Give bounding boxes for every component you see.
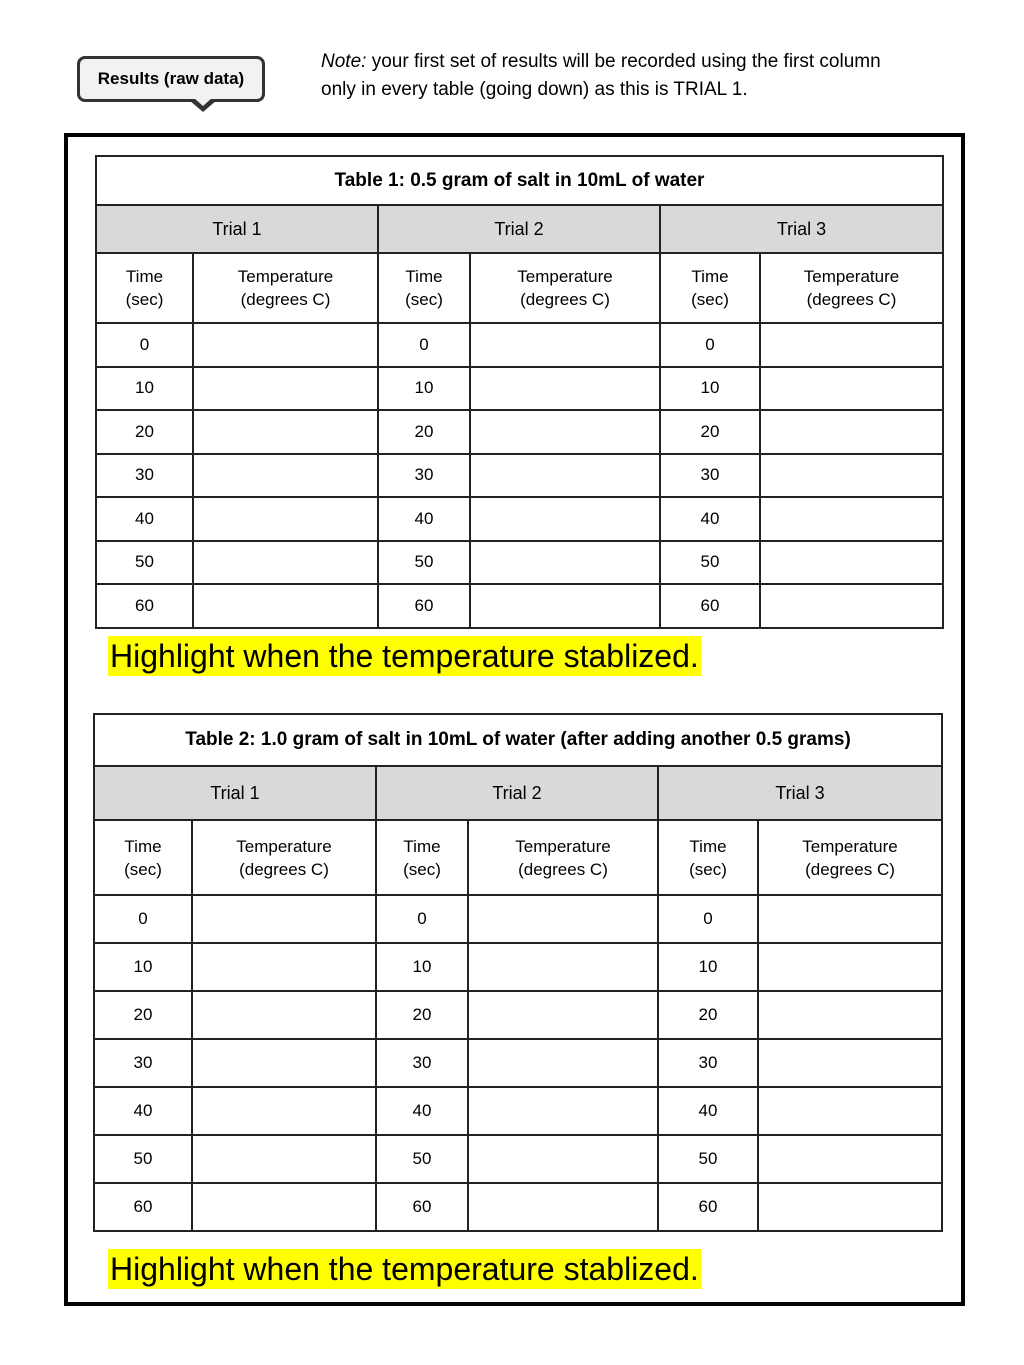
time-cell: 40 <box>378 497 470 541</box>
table-1-body <box>96 323 943 628</box>
time-cell: 10 <box>378 367 470 411</box>
time-cell: 30 <box>376 1039 468 1087</box>
temperature-entry-cell[interactable] <box>468 1039 658 1087</box>
temperature-label: Temperature <box>802 836 898 856</box>
time-cell: 60 <box>96 584 193 628</box>
time-cell: 20 <box>376 991 468 1039</box>
results-table-2 <box>93 713 943 1232</box>
time-cell: 10 <box>94 943 192 991</box>
time-cell: 30 <box>660 454 760 498</box>
note-prefix: Note: <box>321 51 367 72</box>
temperature-entry-cell[interactable] <box>193 454 378 498</box>
temperature-entry-cell[interactable] <box>192 1039 376 1087</box>
time-header <box>658 820 758 895</box>
time-cell: 50 <box>658 1135 758 1183</box>
temperature-entry-cell[interactable] <box>470 584 660 628</box>
temperature-entry-cell[interactable] <box>468 1183 658 1231</box>
temperature-label: Temperature <box>237 267 334 286</box>
time-header <box>660 253 760 323</box>
table-row <box>94 895 942 943</box>
time-cell: 30 <box>94 1039 192 1087</box>
temperature-entry-cell[interactable] <box>192 1087 376 1135</box>
time-cell: 20 <box>96 410 193 454</box>
time-cell: 50 <box>660 541 760 585</box>
temperature-entry-cell[interactable] <box>193 410 378 454</box>
table-row <box>94 1183 942 1231</box>
time-header <box>378 253 470 323</box>
temperature-unit: (degrees C) <box>806 290 897 309</box>
time-cell: 60 <box>658 1183 758 1231</box>
trial-header: Trial 1 <box>96 205 378 253</box>
time-cell: 40 <box>96 497 193 541</box>
results-callout <box>77 56 265 102</box>
time-cell: 30 <box>658 1039 758 1087</box>
table-row <box>94 991 942 1039</box>
time-unit: (sec) <box>403 859 441 879</box>
time-cell: 10 <box>96 367 193 411</box>
time-cell: 60 <box>660 584 760 628</box>
time-cell: 30 <box>378 454 470 498</box>
time-unit: (sec) <box>689 859 727 879</box>
temperature-entry-cell[interactable] <box>470 541 660 585</box>
time-cell: 40 <box>376 1087 468 1135</box>
temperature-entry-cell[interactable] <box>760 454 943 498</box>
highlight-instruction-1: Highlight when the temperature stablized. <box>110 638 699 674</box>
time-unit: (sec) <box>125 290 164 309</box>
table-title: Table 1: 0.5 gram of salt in 10mL of water <box>96 156 943 205</box>
temperature-header <box>758 820 942 895</box>
temperature-header <box>468 820 658 895</box>
time-cell: 20 <box>94 991 192 1039</box>
temperature-entry-cell[interactable] <box>193 497 378 541</box>
temperature-header <box>192 820 376 895</box>
table-row <box>94 1135 942 1183</box>
temperature-entry-cell[interactable] <box>192 943 376 991</box>
temperature-entry-cell[interactable] <box>468 943 658 991</box>
time-cell: 40 <box>94 1087 192 1135</box>
time-cell: 40 <box>658 1087 758 1135</box>
time-label: Time <box>405 267 443 286</box>
table-row <box>96 541 943 585</box>
temperature-unit: (degrees C) <box>239 859 329 879</box>
temperature-entry-cell[interactable] <box>470 367 660 411</box>
temperature-entry-cell[interactable] <box>468 991 658 1039</box>
temperature-entry-cell[interactable] <box>192 1183 376 1231</box>
time-cell: 40 <box>660 497 760 541</box>
callout-tail <box>189 100 217 112</box>
note-line-2: only in every table (going down) as this is TRIAL 1. <box>321 79 748 100</box>
trial-header: Trial 2 <box>376 766 658 820</box>
temperature-entry-cell[interactable] <box>468 895 658 943</box>
table-row <box>96 323 943 367</box>
time-label: Time <box>691 267 729 286</box>
time-header <box>94 820 192 895</box>
temperature-label: Temperature <box>803 267 900 286</box>
temperature-entry-cell[interactable] <box>758 1183 942 1231</box>
table-2-body <box>94 895 942 1231</box>
temperature-header <box>760 253 943 323</box>
temperature-unit: (degrees C) <box>240 290 331 309</box>
temperature-entry-cell[interactable] <box>193 584 378 628</box>
temperature-entry-cell[interactable] <box>470 454 660 498</box>
temperature-entry-cell[interactable] <box>760 497 943 541</box>
table-title: Table 2: 1.0 gram of salt in 10mL of water (after adding another 0.5 grams) <box>94 714 942 766</box>
temperature-unit: (degrees C) <box>805 859 895 879</box>
trial-header: Trial 3 <box>658 766 942 820</box>
time-label: Time <box>125 267 164 286</box>
time-cell: 20 <box>660 410 760 454</box>
temperature-entry-cell[interactable] <box>758 991 942 1039</box>
table-row <box>94 943 942 991</box>
time-cell: 60 <box>376 1183 468 1231</box>
time-label: Time <box>403 836 441 856</box>
temperature-entry-cell[interactable] <box>758 1039 942 1087</box>
temperature-entry-cell[interactable] <box>760 367 943 411</box>
time-cell: 10 <box>658 943 758 991</box>
time-cell: 0 <box>378 323 470 367</box>
temperature-entry-cell[interactable] <box>758 1135 942 1183</box>
trial-header: Trial 3 <box>660 205 943 253</box>
time-cell: 10 <box>660 367 760 411</box>
callout-label: Results (raw data) <box>97 69 245 88</box>
temperature-label: Temperature <box>517 267 613 286</box>
table-row <box>96 410 943 454</box>
time-cell: 0 <box>94 895 192 943</box>
temperature-header <box>193 253 378 323</box>
time-cell: 0 <box>660 323 760 367</box>
highlight-instruction-2: Highlight when the temperature stablized. <box>110 1251 699 1287</box>
time-cell: 0 <box>658 895 758 943</box>
temperature-entry-cell[interactable] <box>470 497 660 541</box>
time-cell: 20 <box>658 991 758 1039</box>
temperature-entry-cell[interactable] <box>193 541 378 585</box>
time-cell: 20 <box>378 410 470 454</box>
temperature-entry-cell[interactable] <box>470 410 660 454</box>
time-label: Time <box>124 836 162 856</box>
trial-header: Trial 2 <box>378 205 660 253</box>
table-row <box>94 1039 942 1087</box>
table-row <box>96 367 943 411</box>
table-row <box>96 584 943 628</box>
temperature-entry-cell[interactable] <box>192 1135 376 1183</box>
table-row <box>94 1087 942 1135</box>
table-row <box>96 454 943 498</box>
time-header <box>376 820 468 895</box>
time-unit: (sec) <box>124 859 162 879</box>
temperature-entry-cell[interactable] <box>468 1135 658 1183</box>
instruction-note <box>321 48 961 104</box>
time-cell: 60 <box>94 1183 192 1231</box>
time-cell: 0 <box>96 323 193 367</box>
trial-header: Trial 1 <box>94 766 376 820</box>
temperature-entry-cell[interactable] <box>470 323 660 367</box>
time-cell: 50 <box>96 541 193 585</box>
temperature-entry-cell[interactable] <box>758 943 942 991</box>
time-unit: (sec) <box>691 290 729 309</box>
temperature-entry-cell[interactable] <box>192 991 376 1039</box>
time-label: Time <box>689 836 727 856</box>
temperature-entry-cell[interactable] <box>760 541 943 585</box>
temperature-entry-cell[interactable] <box>192 895 376 943</box>
note-line-1: your first set of results will be recorded using the first column <box>366 51 881 72</box>
temperature-entry-cell[interactable] <box>193 367 378 411</box>
time-unit: (sec) <box>405 290 443 309</box>
temperature-entry-cell[interactable] <box>760 410 943 454</box>
temperature-unit: (degrees C) <box>518 859 608 879</box>
temperature-entry-cell[interactable] <box>760 584 943 628</box>
temperature-header <box>470 253 660 323</box>
temperature-entry-cell[interactable] <box>760 323 943 367</box>
temperature-entry-cell[interactable] <box>468 1087 658 1135</box>
time-cell: 60 <box>378 584 470 628</box>
table-row <box>96 497 943 541</box>
temperature-entry-cell[interactable] <box>193 323 378 367</box>
time-cell: 10 <box>376 943 468 991</box>
results-table-1 <box>95 155 944 629</box>
time-header <box>96 253 193 323</box>
time-cell: 0 <box>376 895 468 943</box>
temperature-unit: (degrees C) <box>520 290 610 309</box>
time-cell: 50 <box>378 541 470 585</box>
temperature-label: Temperature <box>515 836 611 856</box>
temperature-entry-cell[interactable] <box>758 1087 942 1135</box>
temperature-label: Temperature <box>236 836 332 856</box>
time-cell: 30 <box>96 454 193 498</box>
time-cell: 50 <box>376 1135 468 1183</box>
time-cell: 50 <box>94 1135 192 1183</box>
temperature-entry-cell[interactable] <box>758 895 942 943</box>
